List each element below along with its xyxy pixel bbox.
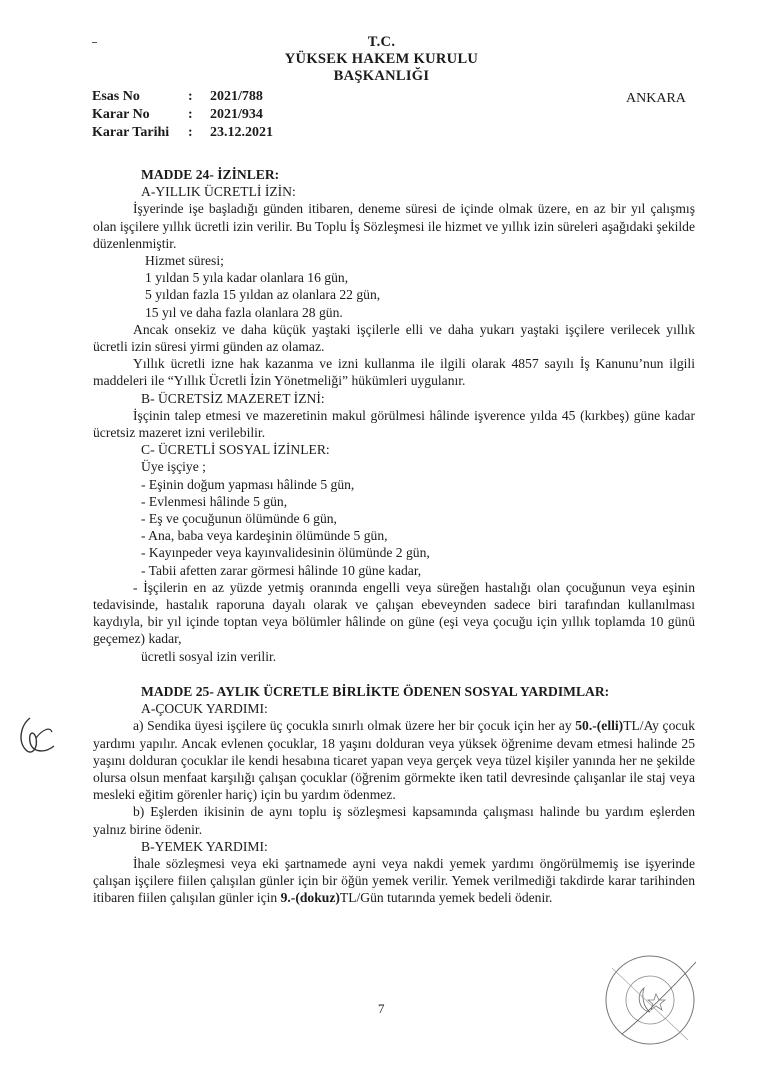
- meta-label: Karar No: [92, 107, 150, 122]
- list-item: 15 yıl ve daha fazla olanlara 28 gün.: [145, 304, 343, 320]
- article-24-title: MADDE 24- İZİNLER:: [141, 167, 280, 182]
- meta-colon: :: [188, 107, 193, 122]
- paragraph: [93, 855, 695, 907]
- list-item: - Eş ve çocuğunun ölümünde 6 gün,: [141, 511, 337, 527]
- paragraph: Hizmet süresi;: [145, 253, 224, 269]
- spacer: [93, 665, 695, 683]
- meta-value: 2021/788: [210, 89, 263, 104]
- list-item: - Evlenmesi hâlinde 5 gün,: [141, 493, 288, 509]
- section-title: A-YILLIK ÜCRETLİ İZİN:: [141, 184, 296, 200]
- paragraph: İşyerinde işe başladığı günden itibaren, deneme süresi de içinde olmak üzere, en az bir yıl çalışmış olan işçilere yıllık ücretli izin verilir. Bu Toplu İş Sözleşmesi ile hizmet ve yıllık izin süreleri aşağıdaki şekilde düzenlenmiştir.: [93, 201, 695, 251]
- meta-colon: :: [188, 125, 193, 140]
- paragraph: ücretli sosyal izin verilir.: [141, 648, 277, 664]
- list-item: 5 yıldan fazla 15 yıldan az olanlara 22 gün,: [145, 287, 381, 303]
- document-header: [0, 34, 763, 85]
- list-item: - İşçilerin en az yüzde yetmiş oranında engelli veya süreğen hastalığı olan çocuğunun veya eşinin tedavisinde, hastalık raporuna dayalı olarak ve çalışan ebeveynden sadece biri tarafından kullanılması kaydıyla, bir yıl içinde toptan veya bölümler hâlinde on güne (eşi veya çocuğu için yıllık toplamda 10 günü geçemez) kadar,: [93, 579, 695, 647]
- list-item: - Ana, baba veya kardeşinin ölümünde 5 gün,: [141, 528, 388, 544]
- list-item: - Kayınpeder veya kayınvalidesinin ölümünde 2 gün,: [141, 545, 430, 561]
- handwritten-initials: [16, 712, 58, 765]
- header-line-2: YÜKSEK HAKEM KURULU: [284, 51, 479, 67]
- document-body: [93, 166, 695, 907]
- meta-label: Esas No: [92, 89, 140, 104]
- meta-label: Karar Tarihi: [92, 125, 170, 140]
- case-meta: [92, 88, 273, 142]
- page-number: 7: [378, 1001, 385, 1016]
- meta-row: [92, 88, 273, 106]
- header-line-3: BAŞKANLIĞI: [333, 68, 430, 84]
- amount: 9.-(dokuz): [280, 890, 340, 906]
- section-title: B- ÜCRETSİZ MAZERET İZNİ:: [141, 390, 325, 406]
- article-25-title: MADDE 25- AYLIK ÜCRETLE BİRLİKTE ÖDENEN SOSYAL YARDIMLAR:: [141, 683, 610, 699]
- meta-value: 2021/934: [210, 107, 263, 122]
- paragraph: b) Eşlerden ikisinin de aynı toplu iş sözleşmesi kapsamında çalışması halinde bu yardım eşlerden yalnız birine ödenir.: [93, 804, 695, 837]
- section-title: B-YEMEK YARDIMI:: [141, 838, 268, 854]
- paragraph: İşçinin talep etmesi ve mazeretinin makul görülmesi hâlinde işverence yılda 45 (kırkbeş) güne kadar ücretsiz mazeret izni verilebilir.: [93, 407, 695, 441]
- paragraph: Yıllık ücretli izne hak kazanma ve izni kullanma ile ilgili olarak 4857 sayılı İş Kanunu’nun ilgili maddeleri ile “Yıllık Ücretli İzin Yönetmeliği” hükümleri uygulanır.: [93, 356, 695, 389]
- text-span: İhale sözleşmesi veya eki şartnamede ayni veya nakdi yemek yardımı öngörülmemiş ise işyerinde çalışan işçilere fiilen çalışılan günler için bir öğün yemek verilir. Yemek verilmediği takdirde karar tarihinden itibaren fiilen çalışılan günler için: [93, 855, 695, 906]
- meta-colon: :: [188, 89, 193, 104]
- paragraph: [93, 717, 695, 803]
- text-span: a) Sendika üyesi işçilere üç çocukla sınırlı olmak üzere her bir çocuk için her ay: [133, 718, 576, 734]
- meta-row: [92, 106, 273, 124]
- city: ANKARA: [626, 91, 686, 106]
- list-item: - Tabii afetten zarar görmesi hâlinde 10 güne kadar,: [141, 562, 422, 578]
- amount: 50.-(elli): [575, 718, 624, 734]
- meta-row: [92, 124, 273, 142]
- paragraph: Ancak onsekiz ve daha küçük yaştaki işçilerle elli ve daha yukarı yaştaki işçilere verilecek yıllık ücretli izin süresi yirmi günden az olamaz.: [93, 321, 695, 355]
- header-line-1: T.C.: [367, 34, 396, 50]
- list-item: 1 yıldan 5 yıla kadar olanlara 16 gün,: [145, 270, 349, 286]
- paragraph: Üye işçiye ;: [141, 459, 206, 475]
- section-title: A-ÇOCUK YARDIMI:: [141, 701, 268, 717]
- section-title: C- ÜCRETLİ SOSYAL İZİNLER:: [141, 442, 330, 458]
- meta-value: 23.12.2021: [210, 125, 273, 140]
- list-item: - Eşinin doğum yapması hâlinde 5 gün,: [141, 476, 355, 492]
- text-span: TL/Gün tutarında yemek bedeli ödenir.: [339, 890, 553, 906]
- official-seal: [592, 948, 712, 1053]
- text-span: TL/Ay çocuk yardımı yapılır. Ancak evlenen çocuklar, 18 yaşını dolduran veya yüksek öğrenime devam etmesi halinde 25 yaşını dolduran çocuklar ile kendi hesabına ticaret yapan veya gerçek veya tüzel kişiler yanında her ne şekilde olursa olsun menfaat karşılığı çalışan çocuklar (öğrenim görmekte iken tatil devresinde çalışanlar ile staj veya mesleki eğitim görenler hariç) için bu yardım ödenmez.: [93, 718, 696, 803]
